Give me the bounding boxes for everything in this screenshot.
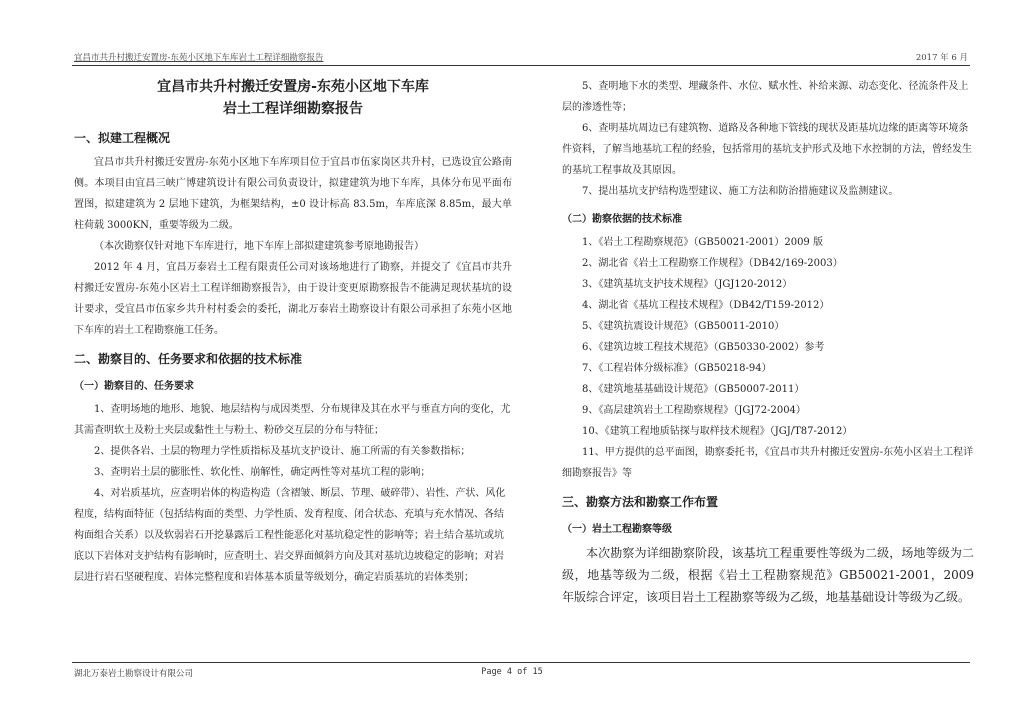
subsection-heading-2-2: （二）勘察依据的技术标准: [562, 214, 682, 225]
doc-title-line1: 宜昌市共升村搬迁安置房-东苑小区地下车库: [157, 79, 429, 95]
list-item: 4、对岩质基坑，应查明岩体的构造构造（含褶皱、断层、节理、破碎带）、岩性、产状、风化程度，结构面特征（包括结构面的类型、力学性质、发育程度、闭合状态、充填与充水情况、各结构面组合关系）以及软弱岩石开挖暴露后工程性能恶化对基坑稳定性的影响等；岩土结合基坑或坑底以下岩体对支护结构有影响时，应查明土、岩交界面倾斜方向及其对基坑边坡稳定的影响；对岩层进行岩石坚硬程度、岩体完整程度和岩体基本质量等级划分，确定岩质基坑的岩体类别；: [74, 488, 506, 583]
standard-item: 11、甲方提供的总平面图，勘察委托书，《宜昌市共升村搬迁安置房-东苑小区岩土工程详细勘察报告》等: [562, 447, 974, 479]
list-item: 2、提供各岩、土层的物理力学性质指标及基坑支护设计、施工所需的有关参数指标；: [94, 446, 471, 457]
paragraph-overview: 宜昌市共升村搬迁安置房-东苑小区地下车库项目位于宜昌市伍家岗区共升村，已选设宜公路南侧。本项目由宜昌三峡广博建筑设计有限公司负责设计，拟建建筑为地下车库，具体分布见平面布置图，拟建建筑为 2 层地下建筑，为框架结构，±0 设计标高 83.5m，车库底深 8.85m，最大单柱荷载 3000KN，重要等级为二级。: [74, 157, 512, 231]
list-item: 1、查明场地的地形、地貌、地层结构与成因类型、分布规律及其在水平与垂直方向的变化，尤其需查明软土及粉土夹层或黏性土与粉土、粉砂交互层的分布与特征；: [74, 404, 511, 436]
paragraph-note: （本次勘察仅针对地下车库进行，地下车库上部拟建建筑参考原地勘报告）: [94, 241, 424, 252]
section-heading-1: 一、拟建工程概况: [74, 131, 171, 145]
list-item: 6、查明基坑周边已有建筑物、道路及各种地下管线的现状及距基坑边缘的距离等环境条件资料，了解当地基坑工程的经验，包括常用的基坑支护形式及地下水控制的方法，曾经发生的基坑工程事故及其原因。: [562, 123, 972, 176]
list-item: 7、提出基坑支护结构选型建议、施工方法和防治措施建议及监测建议。: [582, 186, 899, 197]
standard-item: 1、《岩土工程勘察规范》（GB50021-2001）2009 版: [582, 237, 823, 248]
footer-company: 湖北万泰岩土勘察设计有限公司: [74, 669, 194, 679]
standard-item: 2、湖北省《岩土工程勘察工作规程》（DB42/169-2003）: [582, 258, 843, 269]
standard-item: 8、《建筑地基基础设计规范》（GB50007-2011）: [582, 384, 805, 395]
standard-item: 4、湖北省《基坑工程技术规程》（DB42/T159-2012）: [582, 300, 830, 311]
paragraph-survey-grade: 本次勘察为详细勘察阶段，该基坑工程重要性等级为二级，场地等级为二级，地基等级为二级，根据《岩土工程勘察规范》GB50021-2001，2009 年版综合评定，该项目岩土工程勘察等级为乙级，地基基础设计等级为乙级。: [562, 546, 974, 604]
standard-item: 7、《工程岩体分级标准》（GB50218-94）: [582, 363, 772, 374]
running-header-date: 2017 年 6 月: [915, 53, 968, 63]
paragraph-history: 2012 年 4 月，宜昌万泰岩土工程有限责任公司对该场地进行了勘察，并提交了《宜昌市共升村搬迁安置房-东苑小区岩土工程详细勘察报告》，由于设计变更原勘察报告不能满足现状基坑的设计要求，受宜昌市伍家乡共升村村委会的委托，湖北万泰岩土勘察设计有限公司承担了东苑小区地下车库的岩土工程勘察施工任务。: [74, 262, 512, 336]
footer-divider: [72, 662, 970, 663]
header-divider: [72, 65, 970, 66]
standard-item: 9、《高层建筑岩土工程勘察规程》（JGJ72-2004）: [582, 405, 806, 416]
page-number: Page 4 of 15: [481, 667, 543, 677]
section-heading-3: 三、勘察方法和勘察工作布置: [562, 495, 719, 509]
subsection-heading-3-1: （一）岩土工程勘察等级: [562, 524, 672, 535]
subsection-heading-2-1: （一）勘察目的、任务要求: [74, 381, 194, 392]
left-column: [74, 76, 512, 588]
standard-item: 3、《建筑基坑支护技术规程》（JGJ120-2012）: [582, 279, 793, 290]
list-item: 5、查明地下水的类型、埋藏条件、水位、赋水性、补给来源、动态变化、径流条件及上层的渗透性等；: [562, 81, 969, 113]
list-item: 3、查明岩土层的膨胀性、软化性、崩解性，确定两性等对基坑工程的影响；: [94, 467, 431, 478]
standard-item: 10、《建筑工程地质钻探与取样技术规程》（JGJ/T87-2012）: [582, 426, 853, 437]
standard-item: 6、《建筑边坡工程技术规范》（GB50330-2002）参考: [582, 342, 825, 353]
standard-item: 5、《建筑抗震设计规范》（GB50011-2010）: [582, 321, 785, 332]
right-column: [562, 76, 974, 608]
running-header-title: 宜昌市共升村搬迁安置房-东苑小区地下车库岩土工程详细勘察报告: [74, 53, 324, 63]
doc-title-line2: 岩土工程详细勘察报告: [223, 101, 363, 117]
section-heading-2: 二、勘察目的、任务要求和依据的技术标准: [74, 352, 303, 366]
